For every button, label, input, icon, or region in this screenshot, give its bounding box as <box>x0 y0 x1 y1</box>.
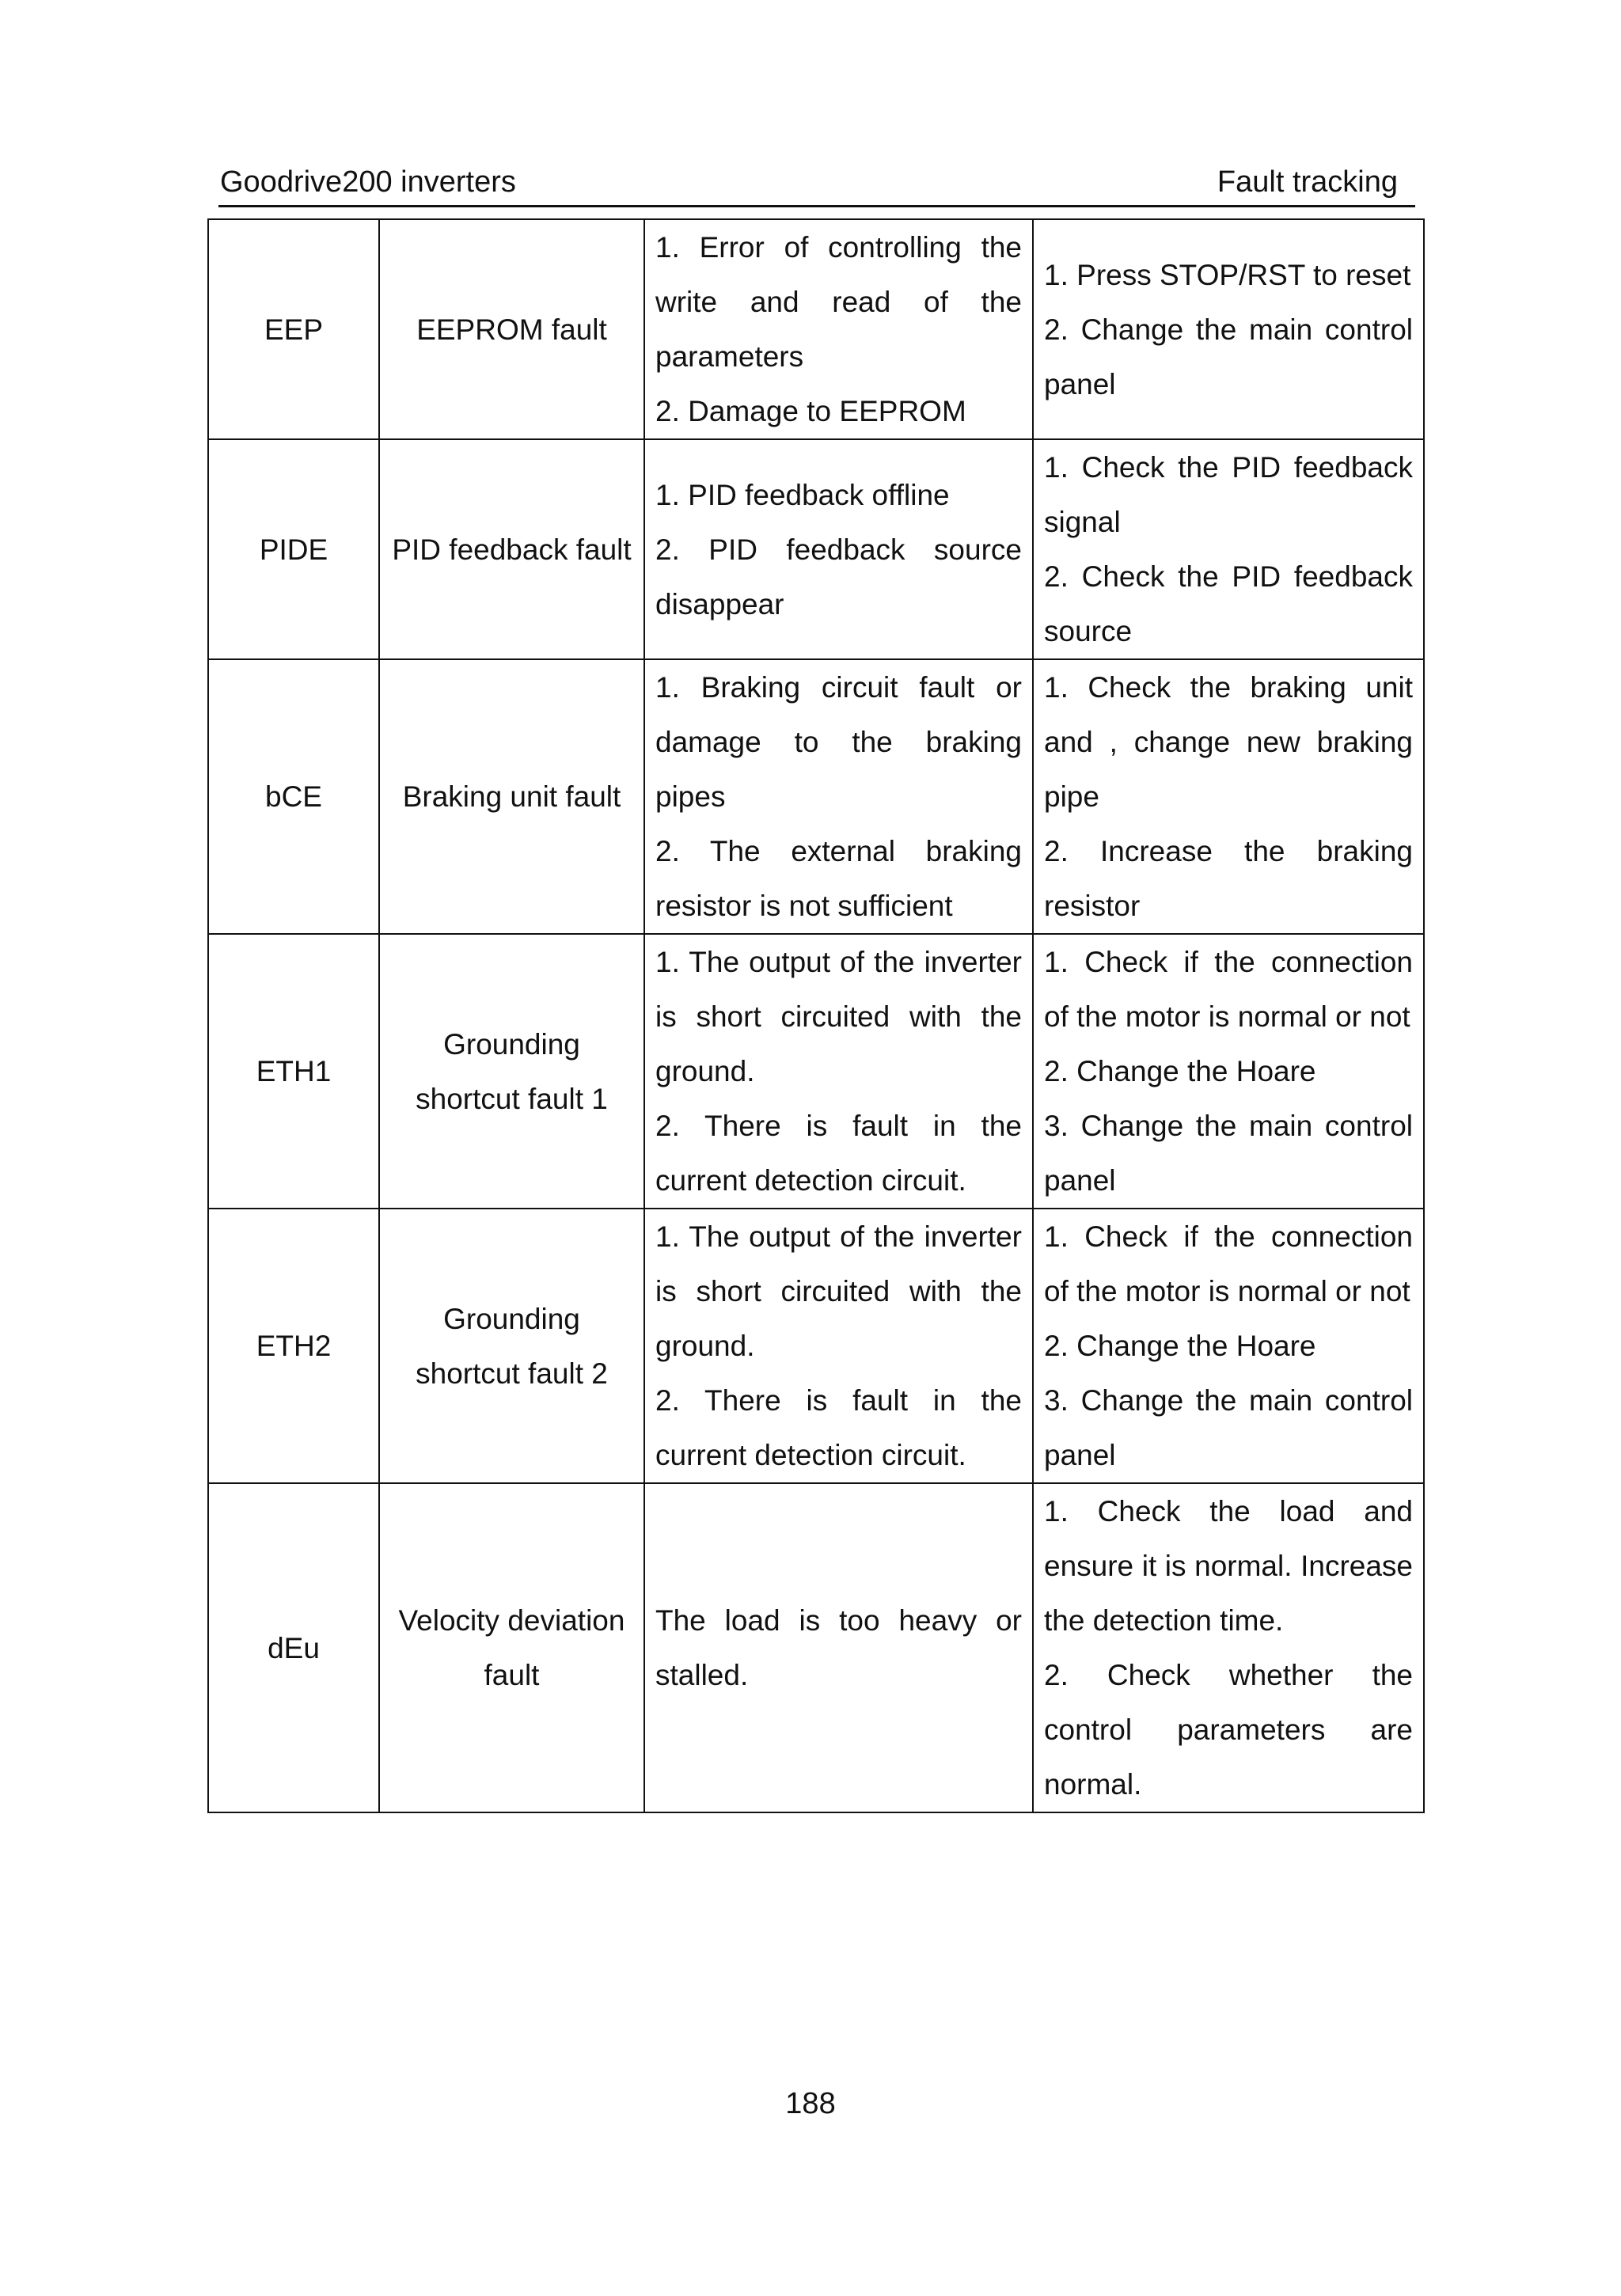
fault-name-line: Grounding <box>443 1027 580 1061</box>
reason-item: 2. PID feedback source disappear <box>655 533 1022 620</box>
reason-item: 2. There is fault in the current detection circuit. <box>655 1110 1022 1197</box>
reason-item: 1. Error of controlling the write and read of the parameters <box>655 231 1022 373</box>
fault-code: bCE <box>208 659 379 934</box>
fault-name-line: shortcut fault 1 <box>416 1082 608 1115</box>
reason-item: 2. There is fault in the current detection circuit. <box>655 1384 1022 1471</box>
fault-code: PIDE <box>208 439 379 659</box>
reason-item: 2. Damage to EEPROM <box>655 395 966 427</box>
fault-reason <box>644 219 1033 439</box>
fault-solution <box>1033 219 1424 439</box>
fault-solution <box>1033 659 1424 934</box>
solution-item: 3. Change the main control panel <box>1044 1384 1413 1471</box>
solution-item: 2. Check the PID feedback source <box>1044 560 1413 647</box>
solution-item: 1. Check the load and ensure it is normal. Increase the detection time. <box>1044 1495 1413 1637</box>
fault-code: ETH1 <box>208 934 379 1209</box>
fault-name <box>379 934 644 1209</box>
solution-item: 2. Change the main control panel <box>1044 313 1413 400</box>
solution-item: 2. Change the Hoare <box>1044 1330 1316 1362</box>
solution-item: 1. Check the PID feedback signal <box>1044 451 1413 538</box>
solution-item: 2. Check whether the control parameters are normal. <box>1044 1659 1413 1801</box>
fault-name <box>379 219 644 439</box>
fault-name-line: Grounding <box>443 1302 580 1335</box>
table-row <box>208 1209 1424 1483</box>
fault-solution <box>1033 1209 1424 1483</box>
document-title: Goodrive200 inverters <box>220 165 516 199</box>
fault-solution <box>1033 439 1424 659</box>
solution-item: 1. Check if the connection of the motor is normal or not <box>1044 946 1413 1033</box>
fault-table <box>207 218 1425 1813</box>
reason-item: 1. PID feedback offline <box>655 478 950 511</box>
fault-reason <box>644 934 1033 1209</box>
solution-item: 2. Increase the braking resistor <box>1044 835 1413 922</box>
fault-name-line: EEPROM fault <box>416 313 607 346</box>
fault-name-line: Braking unit fault <box>402 780 621 813</box>
section-title: Fault tracking <box>1217 165 1398 199</box>
fault-name <box>379 439 644 659</box>
reason-item: 1. The output of the inverter is short circuited with the ground. <box>655 1220 1022 1362</box>
solution-item: 1. Press STOP/RST to reset <box>1044 258 1411 291</box>
table-row <box>208 439 1424 659</box>
solution-item: 2. Change the Hoare <box>1044 1055 1316 1087</box>
table-row <box>208 934 1424 1209</box>
fault-code: dEu <box>208 1483 379 1812</box>
reason-item: 1. The output of the inverter is short circuited with the ground. <box>655 946 1022 1087</box>
fault-reason <box>644 659 1033 934</box>
solution-item: 1. Check if the connection of the motor is normal or not <box>1044 1220 1413 1307</box>
fault-code: ETH2 <box>208 1209 379 1483</box>
table-row <box>208 1483 1424 1812</box>
fault-reason <box>644 439 1033 659</box>
fault-name-line: Velocity deviation <box>398 1604 625 1637</box>
fault-name-line: fault <box>484 1659 540 1691</box>
fault-reason <box>644 1209 1033 1483</box>
fault-solution <box>1033 1483 1424 1812</box>
fault-name-line: shortcut fault 2 <box>416 1357 608 1390</box>
fault-name <box>379 659 644 934</box>
reason-item: The load is too heavy or stalled. <box>655 1604 1022 1691</box>
fault-reason <box>644 1483 1033 1812</box>
reason-item: 2. The external braking resistor is not sufficient <box>655 835 1022 922</box>
table-row <box>208 659 1424 934</box>
fault-name <box>379 1483 644 1812</box>
fault-name <box>379 1209 644 1483</box>
fault-solution <box>1033 934 1424 1209</box>
fault-name-line: PID feedback fault <box>392 533 632 566</box>
page-header <box>218 162 1415 207</box>
page-number: 188 <box>785 2087 836 2120</box>
solution-item: 1. Check the braking unit and , change new braking pipe <box>1044 671 1413 813</box>
table-row <box>208 219 1424 439</box>
solution-item: 3. Change the main control panel <box>1044 1110 1413 1197</box>
reason-item: 1. Braking circuit fault or damage to the braking pipes <box>655 671 1022 813</box>
fault-code: EEP <box>208 219 379 439</box>
